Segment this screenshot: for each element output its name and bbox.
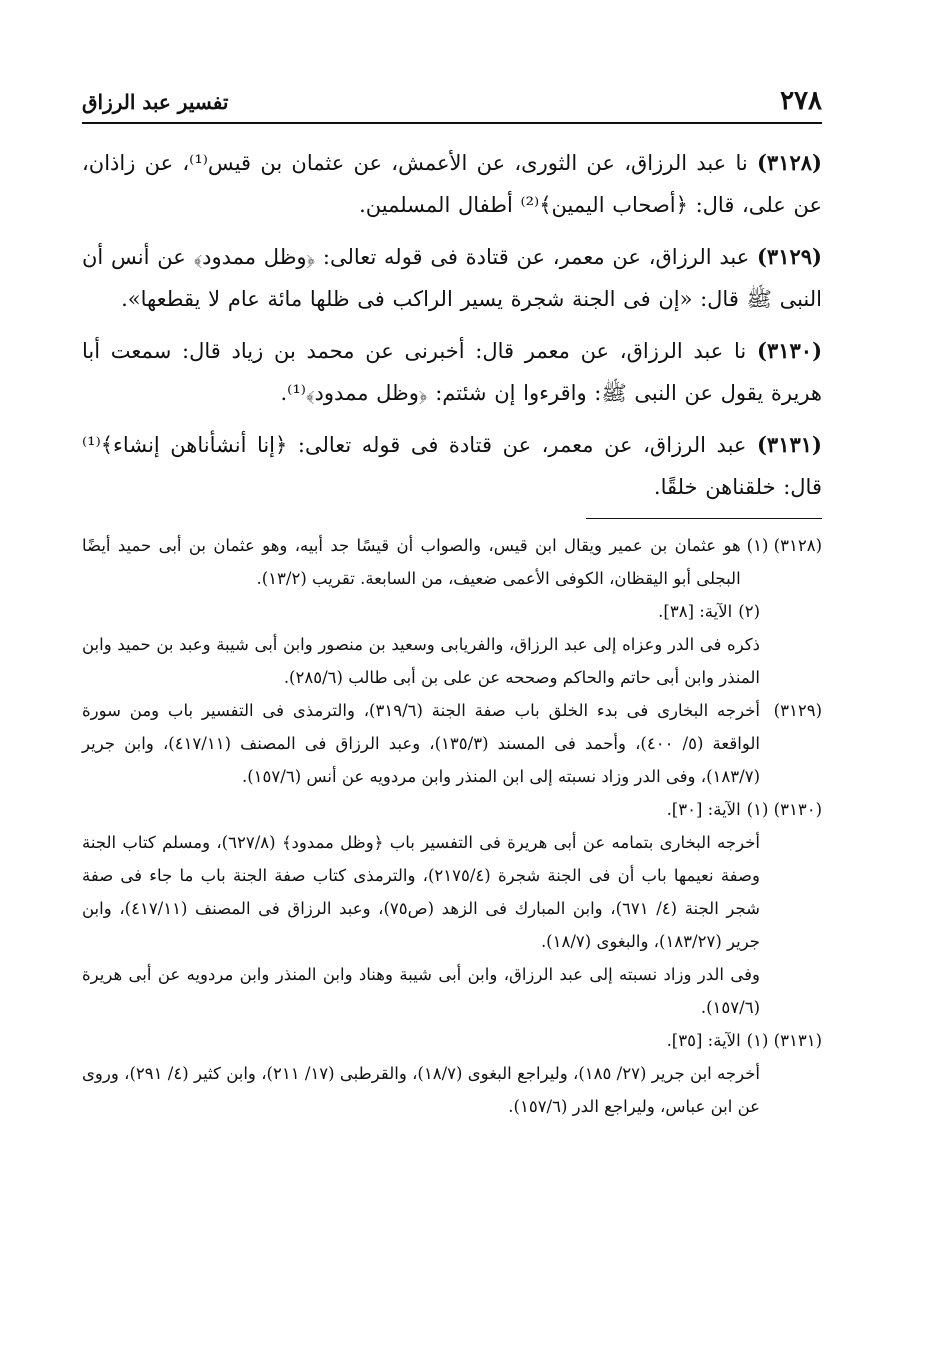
- footnote-text: أخرجه ابن جرير (٢٧/ ١٨٥)، وليراجع البغوى (١٨/٧)، والقرطبى (١٧/ ٢١١)، وابن كثير (٤/ ٢٩١)، وروى عن ابن عباس، وليراجع الدر (١٥٧/٦).: [82, 1064, 761, 1116]
- footnote-text: الآية: [٣٥].: [666, 1031, 741, 1050]
- footnote-3131-1: [82, 1024, 822, 1057]
- hadith-text: عبد الرزاق، عن معمر، عن قتادة فى قوله تعالى: ﴿إنا أنشأناهن إنشاء﴾⁽¹⁾ قال: خلقناهن خلقًا.: [82, 433, 822, 499]
- main-text: [82, 142, 822, 508]
- footnote-3131-note: [82, 1057, 822, 1123]
- footnote-3130-1: [82, 793, 822, 826]
- hadith-3129: [82, 236, 822, 320]
- footnote-label: (٣١٢٨) (١): [746, 536, 822, 555]
- footnote-3128-1: [82, 529, 822, 595]
- hadith-number: (٣١٢٨): [756, 150, 822, 175]
- footnote-text: وفى الدر وزاد نسبته إلى عبد الرزاق، وابن أبى شيبة وهناد وابن المنذر وابن مردويه عن أبى هريرة (١٥٧/٦).: [82, 965, 760, 1017]
- footnote-3130-note-1: [82, 826, 822, 958]
- footnote-label: (٣١٢٩): [773, 701, 822, 720]
- footnote-text: أخرجه البخارى بتمامه عن أبى هريرة فى التفسير باب ﴿وظل ممدود﴾ (٦٢٧/٨)، ومسلم كتاب الجنة وصفة نعيمها باب أن فى الجنة شجرة (٢١٧٥/٤)، والترمذى كتاب صفة الجنة باب ما جاء فى صفة شجر الجنة (٤/ ٦٧١)، وابن المبارك فى الزهد (ص٧٥)، وعبد الرزاق فى المصنف (٤١٧/١١)، وابن جرير (١٨٣/٢٧)، والبغوى (١٨/٧).: [82, 833, 761, 951]
- footnote-3128-note: [82, 628, 822, 694]
- footnote-text: هو عثمان بن عمير ويقال ابن قيس، والصواب أن قيسًا جد أبيه، وهو عثمان بن أبى حميد أيضًا البجلى أبو اليقظان، الكوفى الأعمى ضعيف، من السابعة. تقريب (١٣/٢).: [82, 536, 741, 588]
- footnotes: [82, 529, 822, 1123]
- page-header: [82, 80, 822, 120]
- hadith-number: (٣١٢٩): [756, 244, 822, 269]
- footnote-text: الآية: [٣٨].: [658, 602, 733, 621]
- footnote-label: (٣١٣١) (١): [746, 1031, 822, 1050]
- footnote-3128-2: [82, 595, 822, 628]
- hadith-number: (٣١٣١): [756, 432, 822, 457]
- footnote-label: (٢): [738, 602, 760, 621]
- hadith-3131: [82, 424, 822, 508]
- footnote-text: أخرجه البخارى فى بدء الخلق باب صفة الجنة (٣١٩/٦)، والترمذى فى التفسير باب ومن سورة الواقعة (٥/ ٤٠٠)، وأحمد فى المسند (١٣٥/٣)، وعبد الرزاق فى المصنف (٤١٧/١١)، وابن جرير (١٨٣/٧)، وفى الدر وزاد نسبته إلى ابن المنذر وابن مردويه عن أنس (١٥٧/٦).: [82, 701, 760, 786]
- page: [82, 80, 822, 1123]
- header-rule: [82, 122, 822, 124]
- hadith-number: (٣١٣٠): [757, 338, 822, 363]
- footnote-3130-note-2: [82, 958, 822, 1024]
- hadith-text: نا عبد الرزاق، عن معمر قال: أخبرنى عن محمد بن زياد قال: سمعت أبا هريرة يقول عن النبى ﷺ: واقرءوا إن شئتم: ﴿وظل ممدود﴾⁽¹⁾.: [82, 339, 822, 405]
- footnote-label: (٣١٣٠) (١): [746, 800, 822, 819]
- book-title: تفسير عبد الرزاق: [82, 90, 229, 114]
- hadith-3128: [82, 142, 822, 226]
- hadith-text: عبد الرزاق، عن معمر، عن قتادة فى قوله تعالى: ﴿وظل ممدود﴾ عن أنس أن النبى ﷺ قال: «إن فى الجنة شجرة يسير الراكب فى ظلها مائة عام لا يقطعها».: [82, 245, 822, 311]
- footnote-text: ذكره فى الدر وعزاه إلى عبد الرزاق، والفريابى وسعيد بن منصور وابن أبى شيبة وعبد بن حميد وابن المنذر وابن أبى حاتم والحاكم وصححه عن على بن أبى طالب (٢٨٥/٦).: [82, 635, 760, 687]
- hadith-text: نا عبد الرزاق، عن الثورى، عن الأعمش، عن عثمان بن قيس⁽¹⁾، عن زاذان، عن على، قال: ﴿أصحاب اليمين﴾⁽²⁾ أطفال المسلمين.: [82, 151, 822, 217]
- hadith-3130: [82, 330, 822, 414]
- footnote-text: الآية: [٣٠].: [666, 800, 741, 819]
- page-number: ٢٧٨: [780, 86, 822, 116]
- footnote-separator: [586, 518, 822, 519]
- footnote-3129: [82, 694, 822, 793]
